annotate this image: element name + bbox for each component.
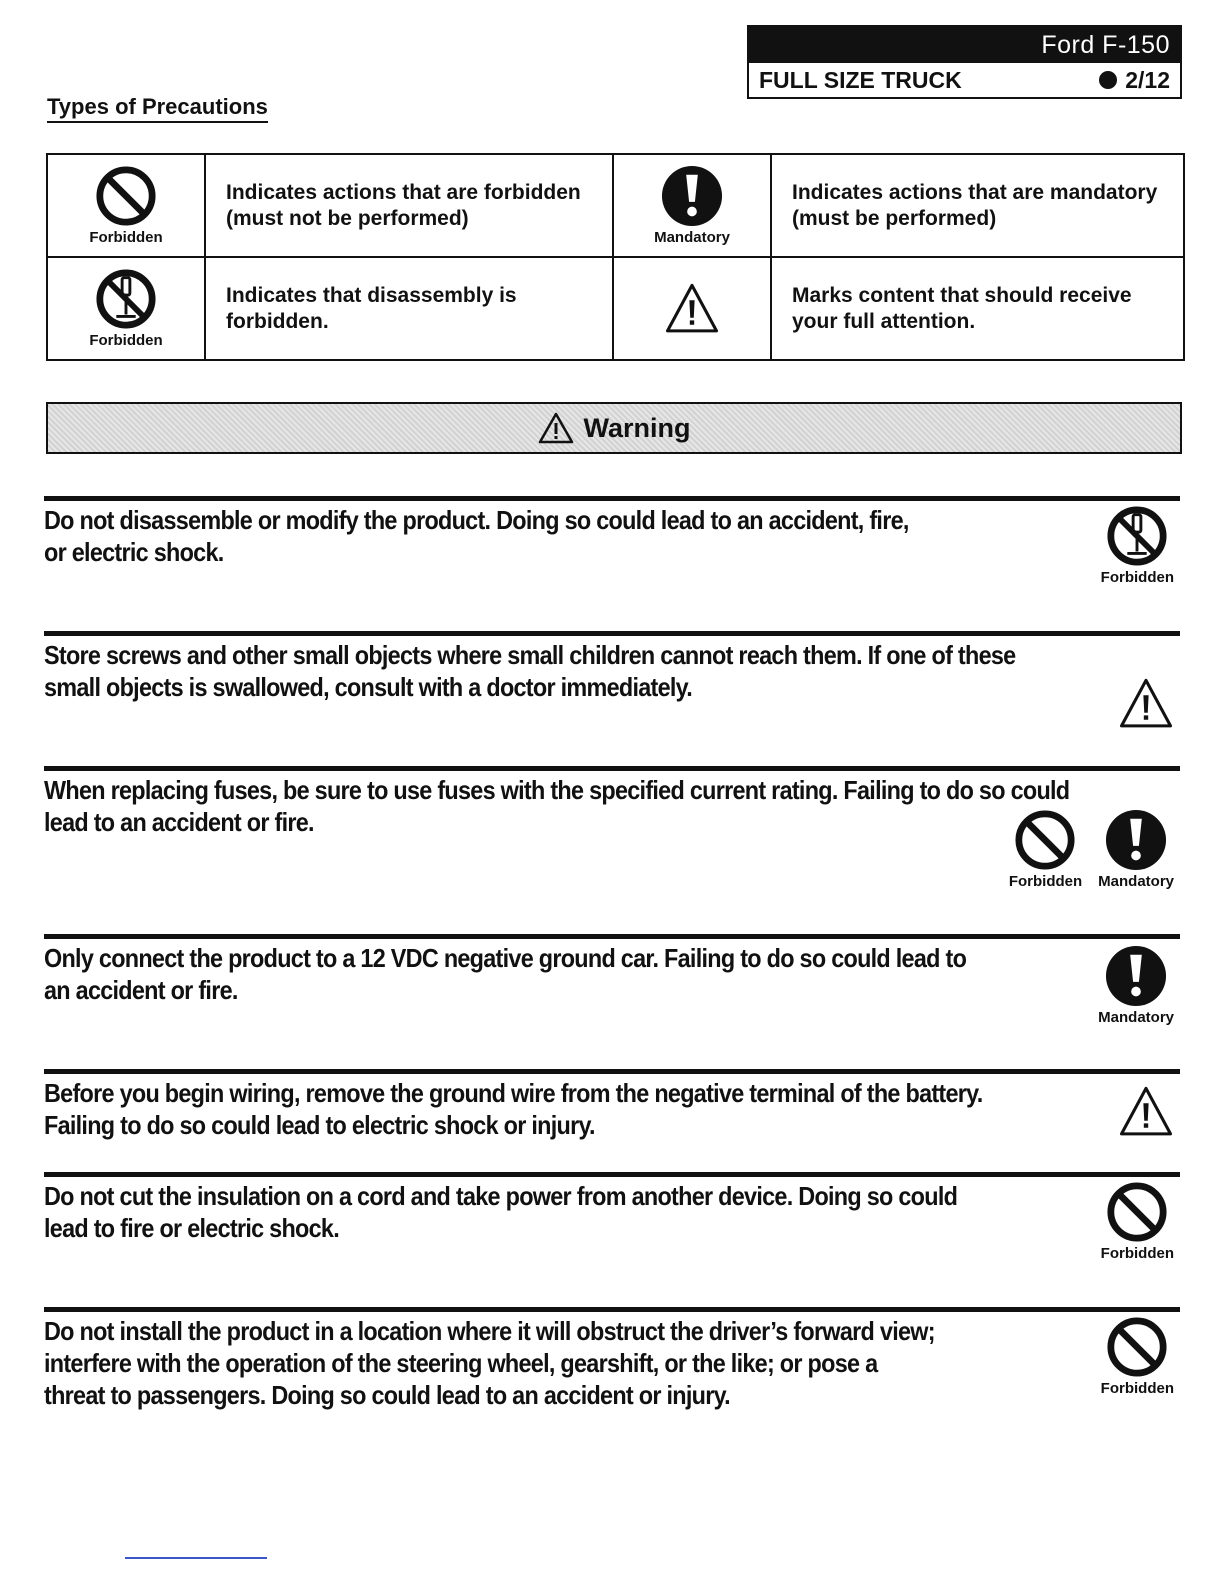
warning-item [44, 631, 1180, 751]
header-info-row [749, 63, 1180, 97]
warning-item [44, 1069, 1180, 1159]
warning-line: or electric shock. [44, 537, 224, 567]
warning-line: Do not disassemble or modify the product. Doing so could lead to an accident, fire, [44, 505, 909, 535]
warning-title: Warning [583, 412, 691, 443]
warning-text [44, 1315, 935, 1411]
warning-line: Failing to do so could lead to electric shock or injury. [44, 1110, 595, 1140]
warning-icons [1101, 505, 1174, 586]
vehicle-model: Ford F-150 [749, 27, 1180, 63]
warning-line: lead to an accident or fire. [44, 807, 314, 837]
mandatory-icon [1105, 809, 1167, 871]
warning-icons [1118, 1084, 1174, 1140]
forbidden-icon [1014, 809, 1076, 871]
warning-line: Before you begin wiring, remove the ground wire from the negative terminal of the battery. [44, 1078, 983, 1108]
warning-item [44, 496, 1180, 616]
warning-text [44, 942, 966, 1006]
legend-icon-cell [47, 257, 205, 360]
precaution-symbol [1118, 676, 1174, 732]
warning-text [44, 1180, 957, 1244]
page-header-box [747, 25, 1182, 99]
warning-line: lead to fire or electric shock. [44, 1213, 340, 1243]
legend-icon-cell [613, 154, 771, 257]
legend-text: Indicates actions that are mandatory (must be performed) [771, 154, 1184, 257]
warning-text [44, 774, 1069, 838]
precaution-symbol [1009, 809, 1082, 890]
page-underline [125, 1557, 267, 1559]
page-number: 2/12 [1125, 66, 1170, 93]
warning-line: interfere with the operation of the steering wheel, gearshift, or the like; or pose a [44, 1348, 878, 1378]
warning-item [44, 1172, 1180, 1292]
caution-triangle-icon [1118, 1084, 1174, 1140]
precaution-symbol [1101, 1181, 1174, 1262]
warning-item [44, 934, 1180, 1054]
symbol-label: Forbidden [1100, 1380, 1174, 1397]
warning-icons [1118, 676, 1174, 732]
warning-icons [1098, 945, 1174, 1026]
precaution-legend-table [46, 153, 1185, 361]
precaution-symbol [1098, 945, 1174, 1026]
no-disassembly-icon [1106, 505, 1168, 567]
forbidden-icon [1106, 1316, 1168, 1378]
precaution-symbol [1101, 1316, 1174, 1397]
warning-banner [46, 402, 1182, 454]
warning-line: Do not install the product in a location where it will obstruct the driver’s forward view; [44, 1316, 935, 1346]
precaution-symbol [48, 268, 204, 349]
forbidden-icon [95, 165, 157, 227]
legend-text: Indicates that disassembly is forbidden. [205, 257, 613, 360]
bullet-icon [1099, 71, 1117, 89]
precaution-symbol [614, 281, 770, 337]
mandatory-icon [1105, 945, 1167, 1007]
warning-line: Only connect the product to a 12 VDC negative ground car. Failing to do so could lead to [44, 943, 967, 973]
warning-text [44, 504, 909, 568]
legend-icon-cell [47, 154, 205, 257]
symbol-label: Mandatory [1098, 1009, 1174, 1026]
precaution-symbol [1118, 1084, 1174, 1140]
symbol-label: Forbidden [1008, 873, 1083, 890]
caution-triangle-icon [538, 412, 574, 444]
warning-line: threat to passengers. Doing so could lead to an accident or injury. [44, 1380, 730, 1410]
warning-icons [1009, 809, 1174, 890]
warning-text [44, 1077, 983, 1141]
warning-line: When replacing fuses, be sure to use fuses with the specified current rating. Failing to do so could [44, 775, 1070, 805]
precaution-symbol [1101, 505, 1174, 586]
warning-line: Store screws and other small objects where small children cannot reach them. If one of these [44, 640, 1016, 670]
legend-icon-cell [613, 257, 771, 360]
forbidden-icon [1106, 1181, 1168, 1243]
warning-item [44, 766, 1180, 916]
no-disassembly-icon [95, 268, 157, 330]
precaution-symbol [1098, 809, 1174, 890]
warning-line: Do not cut the insulation on a cord and take power from another device. Doing so could [44, 1181, 958, 1211]
mandatory-icon [661, 165, 723, 227]
legend-text: Indicates actions that are forbidden (must not be performed) [205, 154, 613, 257]
warning-text [44, 639, 1015, 703]
caution-triangle-icon [664, 281, 720, 337]
warning-icons [1101, 1316, 1174, 1397]
section-title: Types of Precautions [47, 94, 268, 123]
symbol-label: Mandatory [1098, 873, 1174, 890]
symbol-label: Forbidden [1100, 569, 1174, 586]
caution-triangle-icon [1118, 676, 1174, 732]
symbol-label: Forbidden [89, 332, 163, 349]
symbol-label: Forbidden [1100, 1245, 1174, 1262]
precaution-symbol [614, 165, 770, 246]
symbol-label: Mandatory [654, 229, 730, 246]
legend-text: Marks content that should receive your full attention. [771, 257, 1184, 360]
page-indicator [1099, 67, 1170, 94]
precaution-symbol [48, 165, 204, 246]
warning-line: an accident or fire. [44, 975, 238, 1005]
symbol-label: Forbidden [89, 229, 163, 246]
warning-item [44, 1307, 1180, 1427]
vehicle-category: FULL SIZE TRUCK [759, 66, 962, 93]
warning-icons [1101, 1181, 1174, 1262]
warning-line: small objects is swallowed, consult with a doctor immediately. [44, 672, 693, 702]
